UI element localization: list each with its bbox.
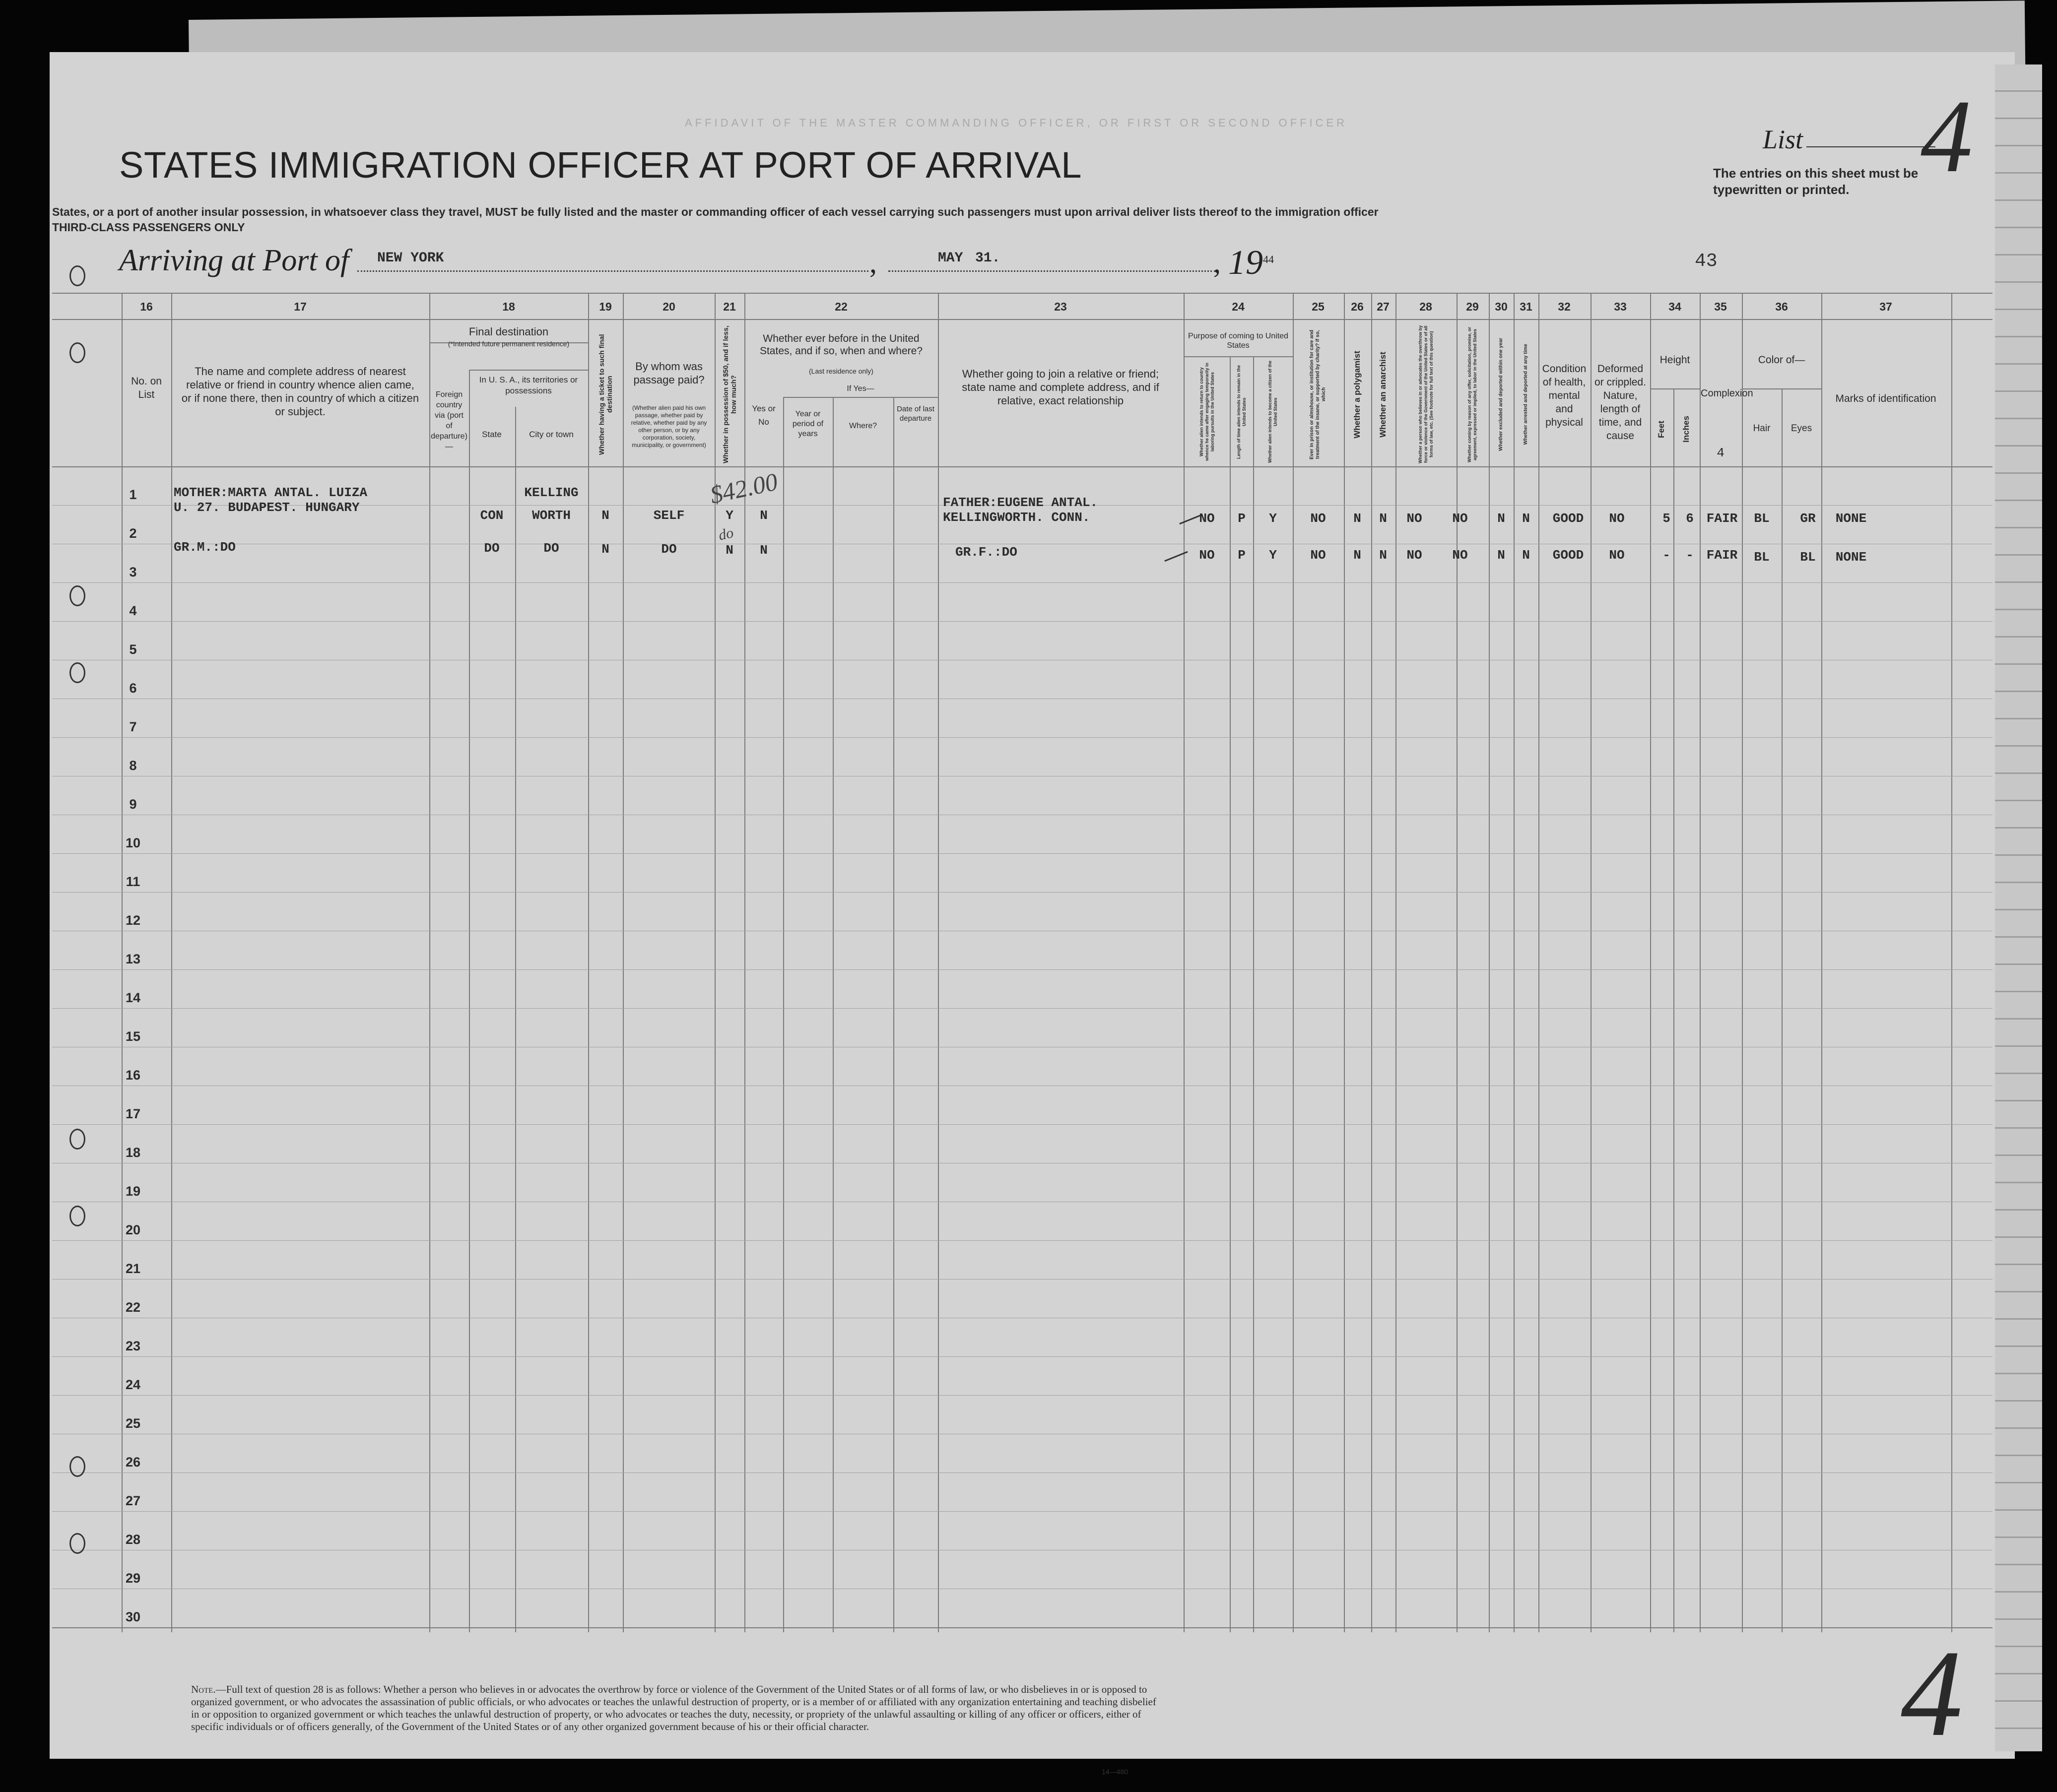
sub-rule-if-yes [783, 397, 938, 398]
row-rule [52, 737, 1992, 738]
column-number: 34 [1668, 300, 1681, 313]
column-number-rule [52, 319, 1992, 320]
row2-paid-by: DO [661, 542, 677, 557]
row-number: 9 [129, 797, 137, 812]
row-rule [52, 1240, 1992, 1241]
footnote [191, 1683, 1164, 1733]
complexion-mark: 4 [1717, 446, 1725, 460]
column-number: 24 [1232, 300, 1245, 313]
header-final-destination: Final destination [468, 325, 549, 338]
header-prison: Ever in prison or almshouse, or institution for care and treatment of the insane, or supported by charity? If so, which [1309, 329, 1327, 459]
row-rule [52, 1356, 1992, 1357]
row-number: 17 [125, 1106, 141, 1121]
table-top-rule [52, 293, 1992, 294]
list-label: List [1763, 125, 1803, 154]
row-number: 2 [129, 526, 137, 541]
column-number: 25 [1312, 300, 1325, 313]
row-number: 19 [125, 1184, 141, 1199]
row2-join: GR.F.:DO [955, 545, 1017, 560]
header-final-destination-note: (*Intended future permanent residence) [448, 340, 570, 348]
row1-paid-by: SELF [653, 508, 685, 523]
row1-deformed: NO [1609, 511, 1625, 526]
arrival-day: 31. [975, 251, 1000, 266]
column-divider [1293, 293, 1294, 1632]
row2-ever-before: N [760, 543, 768, 558]
row1-hair: BL [1754, 511, 1770, 526]
column-divider [171, 293, 172, 1632]
row2-polygamist: N [1353, 548, 1361, 563]
typewritten-note: The entries on this sheet must be typewritten or printed. [1713, 166, 1919, 197]
row2-advocates: NO [1406, 548, 1422, 563]
row-rule [52, 853, 1992, 854]
row2-relative: GR.M.:DO [174, 540, 236, 555]
row1-excluded: N [1497, 511, 1505, 526]
header-deformed: Deformed or crippled. Nature, length of time, and cause [1594, 363, 1646, 442]
column-divider [1821, 293, 1822, 1632]
column-divider [1514, 293, 1515, 1632]
row1-inches: 6 [1686, 511, 1694, 526]
row2-ticket: N [601, 542, 609, 557]
header-bottom-rule [52, 466, 1992, 467]
binder-hole [69, 1533, 85, 1554]
row1-health: GOOD [1552, 511, 1584, 526]
column-divider [122, 293, 123, 1632]
row-rule [52, 1395, 1992, 1396]
column-divider [1700, 293, 1701, 1632]
row1-money: Y [726, 508, 733, 523]
row2-hair: BL [1754, 550, 1770, 565]
column-divider [1371, 293, 1372, 1632]
arrival-century: 19 [1228, 244, 1263, 282]
binder-hole [69, 1129, 85, 1150]
row2-eyes: BL [1800, 550, 1816, 565]
row1-city-line2: WORTH [531, 508, 571, 523]
header-inches: Inches [1681, 416, 1691, 443]
column-number: 30 [1495, 300, 1508, 313]
row1-prison: NO [1310, 511, 1326, 526]
sub-rule-purpose [1184, 356, 1293, 357]
row-number: 16 [125, 1068, 141, 1083]
row2-anarchist: N [1379, 548, 1387, 563]
row-number: 25 [125, 1416, 141, 1431]
column-number: 28 [1419, 300, 1432, 313]
row1-ever-before: N [760, 508, 768, 523]
column-number: 22 [835, 300, 848, 313]
comma: , [869, 246, 877, 279]
header-state: State [482, 430, 502, 439]
row2-health: GOOD [1552, 548, 1584, 563]
column-number: 35 [1714, 300, 1727, 313]
binder-hole [69, 265, 85, 286]
row-number: 20 [125, 1222, 141, 1237]
header-date-departure: Date of last departure [897, 405, 934, 423]
header-foreign-country: Foreign country via (port of departure)— [431, 390, 467, 451]
sub-rule-height [1650, 388, 1700, 389]
date-line [888, 270, 1216, 272]
row1-join-line1: FATHER:EUGENE ANTAL. [943, 495, 1098, 510]
row-number: 28 [125, 1532, 141, 1547]
bottom-sheet-number: 4 [1901, 1625, 1963, 1762]
row1-deported: N [1522, 511, 1530, 526]
arriving-label: Arriving at Port of [119, 244, 349, 277]
row2-feet: - [1662, 548, 1670, 563]
header-hair: Hair [1753, 423, 1771, 434]
header-if-yes: If Yes— [847, 384, 874, 393]
row-rule [52, 621, 1992, 622]
row-number: 4 [129, 603, 137, 618]
column-number: 33 [1614, 300, 1627, 313]
sub-divider-state [515, 407, 516, 1632]
form-code: 14—480 [1102, 1768, 1128, 1776]
header-anarchist: Whether an anarchist [1378, 351, 1388, 438]
column-divider [1951, 293, 1952, 1632]
header-ever-before: Whether ever before in the United States, and if so, when and where? [759, 333, 923, 357]
header-ticket: Whether having a ticket to such final destination [597, 334, 613, 455]
row-number: 30 [125, 1609, 141, 1624]
header-eyes: Eyes [1791, 423, 1812, 434]
column-divider [1591, 293, 1592, 1632]
row2-marks: NONE [1835, 550, 1867, 565]
header-in-usa: In U. S. A., its territories or possessions [479, 375, 578, 395]
row-rule [52, 969, 1992, 970]
header-feet: Feet [1657, 420, 1666, 438]
header-marks-identification: Marks of identification [1835, 393, 1936, 404]
column-number: 32 [1558, 300, 1571, 313]
column-divider [1395, 293, 1396, 1632]
header-advocates: Whether a person who believes in or advocates the overthrow by force or violence of the Government of the United States or of all forms of law, etc. (See footnote for full text of this question) [1417, 325, 1434, 464]
row-number: 22 [125, 1300, 141, 1315]
footnote-text: —Full text of question 28 is as follows: Whether a person who believes in or advocates the overthrow by force or violence of the Government of the United States or of all forms of law, or who disbelieves in or is opposed to organized government, or who advocates the assassination of public officials, or who advocates or teaches the unlawful destruction of property, or is a member of or affiliated with any organization entertaining and teaching disbelief in or opposition to organized government or which teaches the unlawful destruction of property, or who advocates or teaches the duty, necessity, or propriety of the unlawful assaulting or killing of any officer or officers, either of specific individuals or of officers generally, of the Government of the United States or of any other organized government because of his or their official character. [191, 1683, 1156, 1732]
column-divider [1538, 293, 1539, 1632]
row-number: 11 [126, 874, 140, 889]
row-number: 8 [129, 758, 137, 773]
row-number: 15 [125, 1029, 141, 1044]
row-number: 24 [125, 1377, 141, 1392]
row-rule [52, 1008, 1992, 1009]
row1-eyes: GR [1800, 511, 1816, 526]
row1-state: CON [480, 508, 504, 523]
header-passage-paid-note: (Whether alien paid his own passage, whether paid by relative, whether paid by any other person, or by any corporation, society, municipality, or government) [631, 404, 707, 448]
row-number: 21 [125, 1261, 141, 1276]
header-color-of: Color of— [1758, 354, 1805, 366]
row2-money-handwritten: do [717, 524, 735, 544]
row1-ticket: N [601, 508, 609, 523]
row-number: 13 [125, 952, 141, 966]
row1-relative-line1: MOTHER:MARTA ANTAL. LUIZA [174, 485, 368, 500]
column-divider [623, 293, 624, 1632]
sub-divider-purpose-a [1230, 356, 1231, 1632]
header-purpose-return: Whether alien intends to return to country whence he came after engaging temporarily in laboring pursuits in the United States [1198, 362, 1215, 461]
row1-offer: NO [1452, 511, 1468, 526]
header-money: Whether in possession of $50, and if less, how much? [722, 325, 737, 463]
form-subtitle: States, or a port of another insular possession, in whatsoever class they travel, MUST be fully listed and the master or commanding officer of each vessel carrying such passengers must upon arrival deliver lists thereof to the immigration officer [52, 205, 1379, 218]
binder-hole [69, 662, 85, 683]
row-rule [52, 582, 1992, 583]
column-number: 23 [1054, 300, 1067, 313]
column-number: 29 [1466, 300, 1479, 313]
row1-relative-line2: U. 27. BUDAPEST. HUNGARY [174, 500, 360, 515]
row-number: 5 [129, 642, 137, 657]
sub-divider-foreign [469, 370, 470, 1632]
row2-deformed: NO [1609, 548, 1625, 563]
row-number: 27 [125, 1493, 141, 1508]
row-rule [52, 892, 1992, 893]
column-divider [588, 293, 589, 1632]
row1-money-handwritten: $42.00 [707, 467, 780, 509]
column-divider [1742, 293, 1743, 1632]
row-number: 10 [125, 835, 141, 850]
header-polygamist: Whether a polygamist [1352, 350, 1362, 439]
row-number: 23 [125, 1339, 141, 1353]
header-passage-paid: By whom was passage paid? [633, 360, 705, 386]
row2-citizen: Y [1269, 548, 1277, 563]
row1-city-line1: KELLING [524, 485, 579, 500]
column-number: 36 [1775, 300, 1788, 313]
column-divider [1489, 293, 1490, 1632]
row1-return: NO [1199, 511, 1215, 526]
row-number: 29 [125, 1571, 141, 1586]
row2-complexion: FAIR [1706, 548, 1738, 563]
page-edge-strip [1995, 64, 2042, 1751]
sub-divider-height [1673, 388, 1674, 1632]
row-rule [52, 1279, 1992, 1280]
column-number: 20 [663, 300, 675, 313]
row2-deported: N [1522, 548, 1530, 563]
row2-city: DO [543, 541, 559, 556]
row-number: 6 [129, 681, 137, 696]
row1-feet: 5 [1662, 511, 1670, 526]
binder-hole [69, 1456, 85, 1477]
comma: , [1213, 246, 1221, 279]
header-where: Where? [849, 422, 877, 430]
sub-divider-purpose-b [1253, 356, 1254, 1632]
column-number: 26 [1351, 300, 1364, 313]
header-purpose: Purpose of coming to United States [1188, 332, 1288, 350]
header-city: City or town [529, 430, 574, 439]
column-divider [1344, 293, 1345, 1632]
row1-citizen: Y [1269, 511, 1277, 526]
row-number: 18 [125, 1145, 141, 1160]
column-divider [1457, 293, 1458, 1632]
column-number: 16 [140, 300, 153, 313]
row-number: 3 [129, 565, 137, 579]
arrival-month: MAY [938, 251, 963, 266]
row1-complexion: FAIR [1706, 511, 1738, 526]
row1-polygamist: N [1353, 511, 1361, 526]
header-nearest-relative: The name and complete address of nearest relative or friend in country whence alien came, or if none there, then in country of which a citizen or subject. [181, 365, 419, 418]
column-number: 19 [599, 300, 612, 313]
row2-offer: NO [1452, 548, 1468, 563]
row1-length: P [1238, 511, 1246, 526]
column-number: 27 [1377, 300, 1390, 313]
header-complexion: Complexion [1701, 388, 1753, 399]
list-number: 4 [1921, 79, 1973, 194]
header-ever-before-note: (Last residence only) [809, 367, 873, 375]
arrival-century-small: 44 [1263, 253, 1274, 265]
row1-join-line2: KELLINGWORTH. CONN. [943, 510, 1090, 525]
port-line [357, 270, 868, 272]
row-number: 12 [125, 913, 141, 928]
column-number: 18 [502, 300, 515, 313]
row-number: 26 [125, 1455, 141, 1470]
sub-divider-color [1782, 388, 1783, 1632]
row2-excluded: N [1497, 548, 1505, 563]
row-number: 1 [129, 487, 137, 502]
column-number: 31 [1520, 300, 1532, 313]
header-excluded: Whether excluded and deported within one year [1498, 338, 1504, 451]
row2-inches: - [1686, 548, 1694, 563]
row-number: 7 [129, 719, 137, 734]
row-number: 14 [125, 990, 141, 1005]
column-divider [429, 293, 430, 1632]
header-height: Height [1659, 354, 1690, 366]
passenger-class-label: THIRD-CLASS PASSENGERS ONLY [52, 221, 245, 234]
row-rule [52, 1472, 1992, 1473]
column-divider [1650, 293, 1651, 1632]
sub-rule-usa [469, 370, 588, 371]
binder-hole [69, 1206, 85, 1226]
row-rule [52, 1511, 1992, 1512]
bleed-through-text: AFFIDAVIT OF THE MASTER COMMANDING OFFICER, OR FIRST OR SECOND OFFICER [685, 117, 1348, 129]
binder-hole [69, 342, 85, 363]
footnote-lead: Note. [191, 1683, 216, 1695]
header-purpose-length: Length of time alien intends to remain in the United States [1236, 365, 1247, 459]
list-number-line [1806, 146, 1935, 147]
binder-hole [69, 585, 85, 606]
form-title: STATES IMMIGRATION OFFICER AT PORT OF ARRIVAL [119, 144, 1082, 186]
header-no-on-list: No. on List [131, 376, 162, 400]
row2-return: NO [1199, 548, 1215, 563]
arrival-port: NEW YORK [377, 251, 444, 266]
header-deported: Whether arrested and deported at any time [1523, 344, 1528, 445]
row1-advocates: NO [1406, 511, 1422, 526]
header-offer: Whether coming by reason of any offer, solicitation, promise, or agreement, expressed or implied, to labor in the United States [1467, 326, 1477, 462]
row2-money: N [726, 543, 733, 558]
row1-anarchist: N [1379, 511, 1387, 526]
row2-prison: NO [1310, 548, 1326, 563]
header-health: Condition of health, mental and physical [1542, 363, 1587, 428]
row2-state: DO [484, 541, 500, 556]
header-yes-or-no: Yes or No [752, 404, 776, 427]
header-purpose-citizen: Whether alien intends to become a citizen of the United States [1267, 360, 1278, 463]
row1-marks: NONE [1835, 511, 1867, 526]
header-join-relative: Whether going to join a relative or friend; state name and complete address, and if relative, exact relationship [962, 368, 1159, 407]
table-bottom-rule [52, 1627, 1992, 1628]
row2-length: P [1238, 548, 1246, 563]
column-number: 17 [294, 300, 307, 313]
arrival-year: 43 [1695, 251, 1718, 272]
column-divider [1184, 293, 1185, 1632]
column-number: 37 [1879, 300, 1892, 313]
column-divider [938, 293, 939, 1632]
header-year-period: Year or period of years [792, 410, 824, 438]
row-rule [52, 1124, 1992, 1125]
column-number: 21 [723, 300, 736, 313]
